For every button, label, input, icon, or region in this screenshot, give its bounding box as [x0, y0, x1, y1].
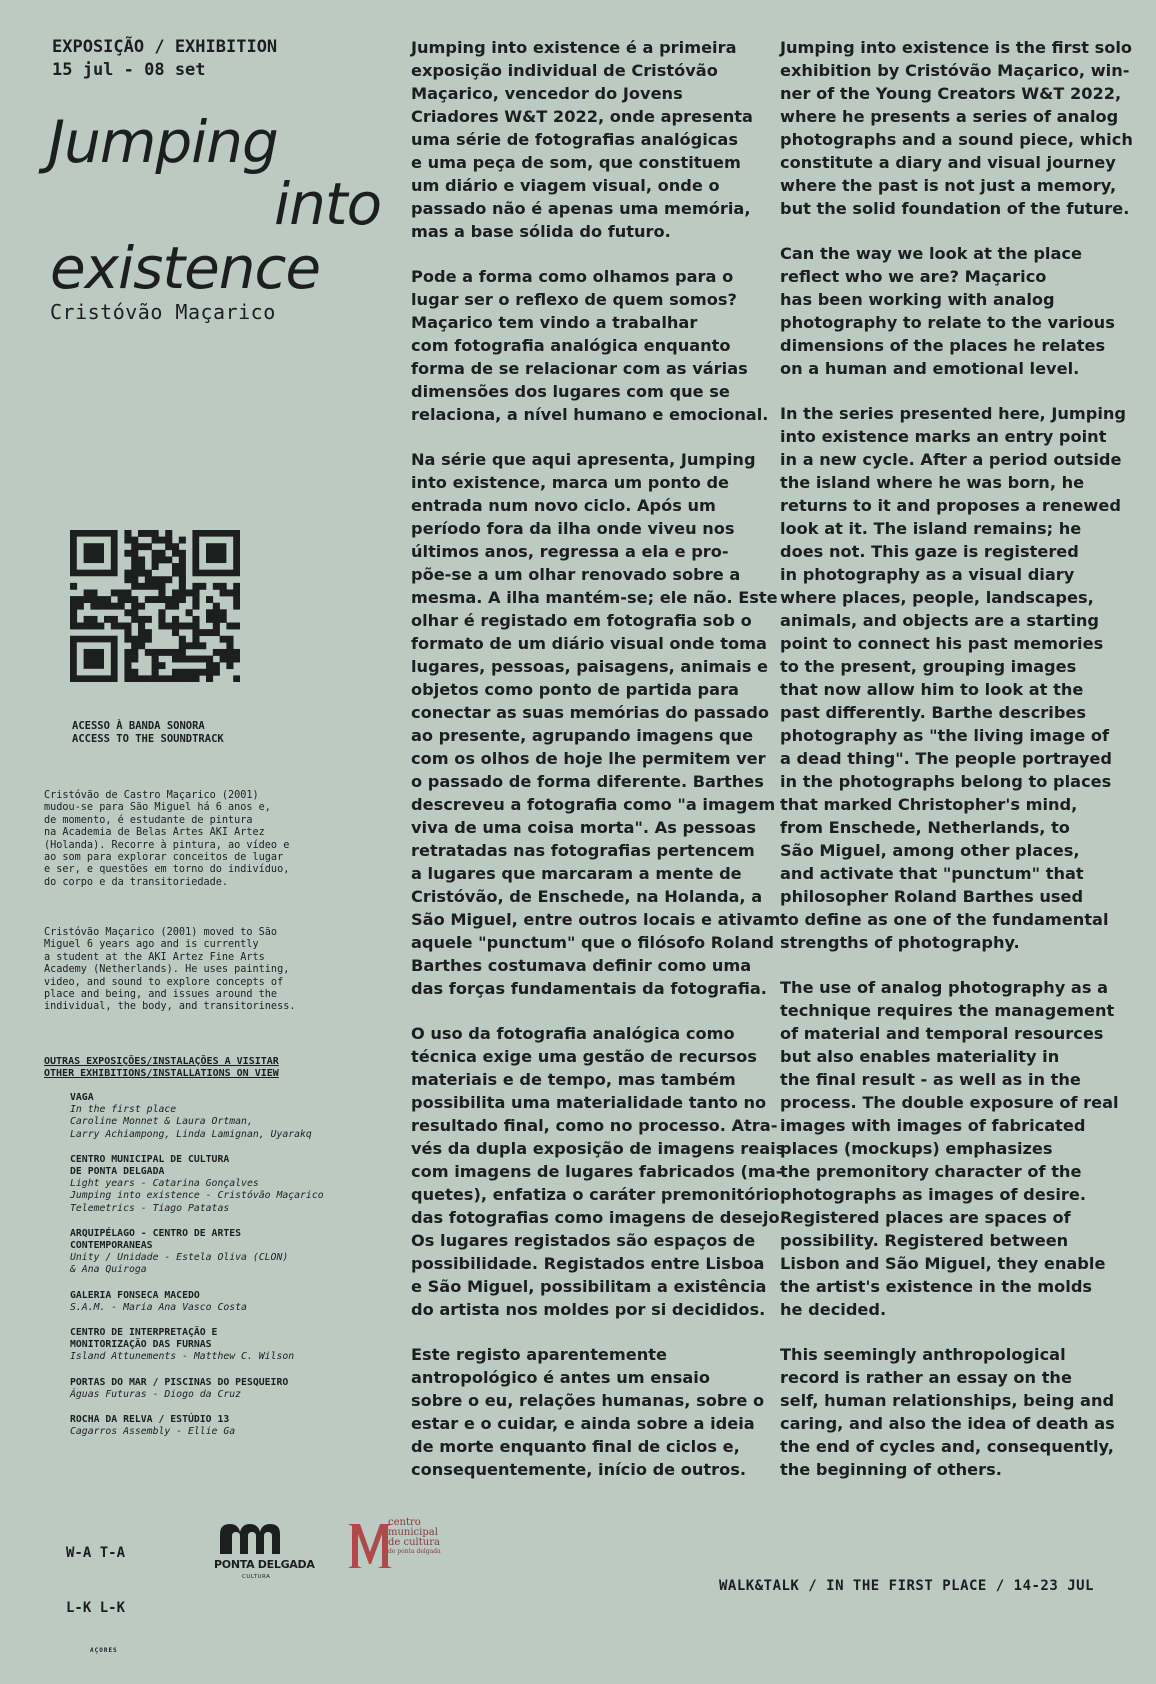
centro-logo-line-1: centro	[388, 1517, 421, 1528]
centro-municipal-logo-text	[388, 1518, 441, 1556]
venue-item	[70, 1327, 390, 1364]
walk-talk-logo-bottom: L-K L-K	[66, 1600, 126, 1616]
artist-bio-en: Cristóvão Maçarico (2001) moved to São Miguel 6 years ago and is currently a student at the AKI Artez Fine Arts Academy (Netherlands). He uses painting, video, and sound to explore concepts of place and being, and issues around the individual, the body, and transitoriness.	[44, 927, 296, 1013]
soundtrack-label-pt: ACESSO À BANDA SONORA	[72, 720, 205, 732]
venue-works: S.A.M. - Maria Ana Vasco Costa	[70, 1301, 247, 1313]
other-exhibitions-heading: OUTRAS EXPOSIÇÕES/INSTALAÇÕES A VISITAR OTHER EXHIBITIONS/INSTALLATIONS ON VIEW	[44, 1056, 279, 1079]
venue-name: ROCHA DA RELVA / ESTÚDIO 13	[70, 1414, 230, 1426]
soundtrack-access	[72, 720, 224, 746]
venue-item	[70, 1414, 390, 1438]
centro-logo-line-3: de cultura	[388, 1537, 440, 1548]
en-paragraph: In the series presented here, Jumping into existence marks an entry point in a new cycle. After a period outside the island where he was born, he returns to it and proposes a renewed look at it. The island remains; he does not. This gaze is registered in photography as a visual diary where places, people, landscapes, animals, and objects are a starting point to connect his past memories to the present, grouping images that now allow him to look at the past differently. Barthe describes photography as "the living image of a dead thing". The people portrayed in the photographs belong to places that marked Christopher's mind, from Enschede, Netherlands, to São Miguel, among other places, and activate that "punctum" that philosopher Roland Barthes used to define as one of the fundamental strengths of photography.	[780, 404, 1126, 952]
exhibition-header	[52, 36, 277, 82]
soundtrack-label-en: ACCESS TO THE SOUNDTRACK	[72, 733, 224, 745]
english-text-column	[780, 36, 1135, 1503]
pt-paragraph: Pode a forma como olhamos para o lugar ser o reflexo de quem somos? Maçarico tem vindo a trabalhar com fotografia analógica enquanto forma de se relacionar com as várias dimensões dos lugares com que se relaciona, a nível humano e emocional.	[411, 267, 769, 424]
en-paragraph: Jumping into existence is the first solo exhibition by Cristóvão Maçarico, win- ner of the Young Creators W&T 2022, where he presents a series of analog photographs and a sound piece, which constitute a diary and visual journey where the past is not just a memory, but the solid foundation of the future.	[780, 38, 1133, 218]
venue-name: PORTAS DO MAR / PISCINAS DO PESQUEIRO	[70, 1376, 289, 1388]
venue-item	[70, 1154, 390, 1215]
exhibition-title	[48, 108, 388, 322]
venue-name: ARQUIPÉLAGO - CENTRO DE ARTES CONTEMPORANEAS	[70, 1227, 242, 1252]
ponta-delgada-logo-icon	[216, 1518, 286, 1558]
ponta-delgada-logo-text: PONTA DELGADA	[214, 1558, 315, 1571]
venue-works: In the first place Caroline Monnet & Laura Ortman, Larry Achiampong, Linda Lamignan, Uyarakq	[70, 1104, 312, 1140]
footer-event-info: WALK&TALK / IN THE FIRST PLACE / 14-23 JUL	[719, 1578, 1095, 1594]
venue-item	[70, 1377, 390, 1401]
qr-code-icon[interactable]	[70, 530, 240, 682]
centro-logo-line-4: de ponta delgada	[388, 1548, 441, 1555]
artist-bio-pt: Cristóvão de Castro Maçarico (2001) mudou-se para São Miguel há 6 anos e, de momento, é estudante de pintura na Academia de Belas Artes AKI Artez (Holanda). Recorre à pintura, ao vídeo e ao som para explorar conceitos de lugar e ser, e questões em torno do indivíduo, do corpo e da transitoriedade.	[44, 790, 290, 888]
exhibition-label: EXPOSIÇÃO / EXHIBITION	[52, 37, 278, 57]
venue-works: Cagarros Assembly - Ellie Ga	[70, 1426, 236, 1438]
venue-item	[70, 1290, 390, 1314]
venue-works: Águas Futuras - Diogo da Cruz	[70, 1388, 242, 1400]
pt-paragraph: Este registo aparentemente antropológico é antes um ensaio sobre o eu, relações humanas, sobre o estar e o cuidar, e ainda sobre a ideia de morte enquanto final de ciclos e, consequentemente, início de outros.	[411, 1345, 765, 1479]
centro-logo-line-2: municipal	[388, 1527, 438, 1538]
walk-talk-logo-sub: AÇORES	[90, 1647, 118, 1654]
venue-name: CENTRO DE INTERPRETAÇÃO E MONITORIZAÇÃO DAS FURNAS	[70, 1327, 218, 1351]
venue-works: Unity / Unidade - Estela Oliva (CLON) & Ana Quiroga	[70, 1252, 289, 1276]
venue-name: CENTRO MUNICIPAL DE CULTURA DE PONTA DELGADA	[70, 1153, 230, 1178]
pt-paragraph: Jumping into existence é a primeira exposição individual de Cristóvão Maçarico, vencedor do Jovens Criadores W&T 2022, onde apresenta uma série de fotografias analógicas e uma peça de som, que constituem um diário e viagem visual, onde o passado não é apenas uma memória, mas a base sólida do futuro.	[411, 38, 753, 241]
logo-row	[66, 1517, 466, 1654]
venue-list	[70, 1092, 390, 1451]
venue-works: Island Attunements - Matthew C. Wilson	[70, 1351, 295, 1363]
exhibition-dates: 15 jul - 08 set	[52, 60, 206, 80]
en-paragraph: This seemingly anthropological record is rather an essay on the self, human relationships, being and caring, and also the idea of death as the end of cycles and, consequently, the beginning of others.	[780, 1345, 1115, 1479]
venue-name: VAGA	[70, 1092, 94, 1103]
title-line-2: into	[274, 170, 382, 238]
en-paragraph: The use of analog photography as a technique requires the management of material and temporal resources but also enables materiality in the final result - as well as in the process. The double exposure of real images with images of fabricated places (mockups) emphasizes the premonitory character of the photographs as images of desire. Registered places are spaces of possibility. Registered between Lisbon and São Miguel, they enable the artist's existence in the molds he decided.	[780, 978, 1119, 1319]
centro-municipal-m-icon	[346, 1518, 394, 1570]
venue-item	[70, 1092, 390, 1141]
title-line-3: existence	[50, 234, 321, 302]
ponta-delgada-logo-sub: CULTURA	[242, 1574, 271, 1580]
walk-talk-logo-top: W-A T-A	[66, 1545, 126, 1561]
portuguese-text-column	[411, 36, 786, 1503]
artist-name: Cristóvão Maçarico	[50, 300, 276, 324]
en-paragraph: Can the way we look at the place reflect who we are? Maçarico has been working with analog photography to relate to the various dimensions of the places he relates on a human and emotional level.	[780, 244, 1115, 378]
pt-paragraph: O uso da fotografia analógica como técnica exige uma gestão de recursos materiais e de tempo, mas também possibilita uma materialidade tanto no resultado final, como no processo. Atra- vés da dupla exposição de imagens reais com imagens de lugares fabricados (ma- quetes), enfatiza o caráter premonitório das fotografias como imagens de desejo. Os lugares registados são espaços de possibilidade. Registados entre Lisboa e São Miguel, possibilitam a existência do artista nos moldes por si decididos.	[411, 1024, 786, 1319]
title-line-1: Jumping	[48, 108, 278, 176]
pt-paragraph: Na série que aqui apresenta, Jumping into existence, marca um ponto de entrada num novo ciclo. Após um período fora da ilha onde viveu nos últimos anos, regressa a ela e pro- põe-se a um olhar renovado sobre a mesma. A ilha mantém-se; ele não. Este olhar é registado em fotografia sob o formato de um diário visual onde toma lugares, pessoas, paisagens, animais e objetos como ponto de partida para conectar as suas memórias do passado ao presente, agrupando imagens que com os olhos de hoje lhe permitem ver o passado de forma diferente. Barthes descreveu a fotografia como "a imagem viva de uma coisa morta". As pessoas retratadas nas fotografias pertencem a lugares que marcaram a mente de Cristóvão, de Enschede, na Holanda, a São Miguel, entre outros locais e ativam aquele "punctum" que o filósofo Roland Barthes costumava definir como uma das forças fundamentais da fotografia.	[411, 450, 781, 998]
venue-name: GALERIA FONSECA MACEDO	[70, 1289, 200, 1301]
walk-talk-logo	[66, 1518, 125, 1683]
venue-item	[70, 1228, 390, 1277]
venue-works: Light years - Catarina Gonçalves Jumping into existence - Cristóvão Maçarico Telemetrics - Tiago Patatas	[70, 1178, 324, 1214]
